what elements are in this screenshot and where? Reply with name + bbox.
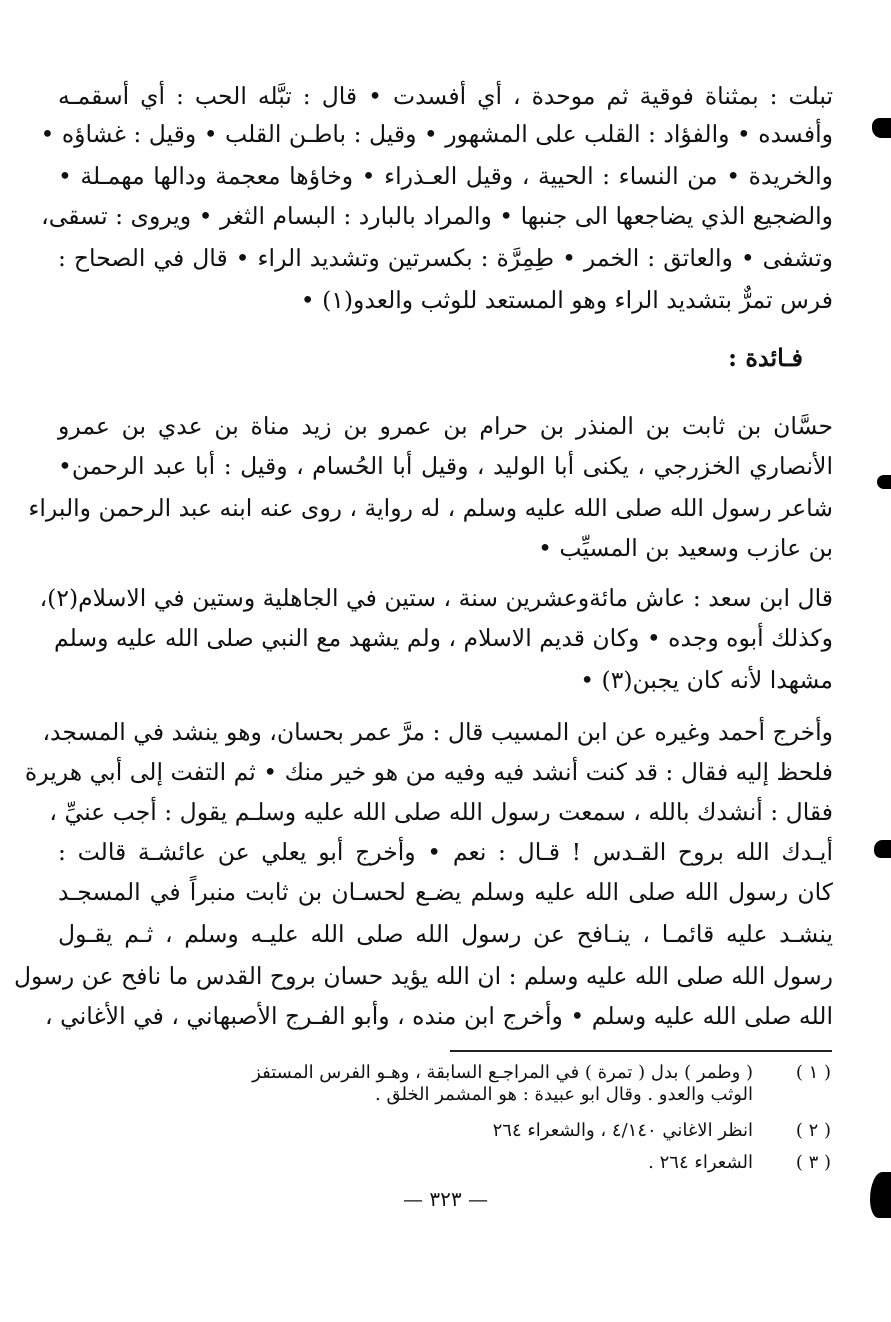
footnote-3 — [51, 1152, 831, 1174]
text-line: والضجيع الذي يضاجعها الى جنبها • والمراد بالبارد : البسام الثغر • ويروى : تسقى، — [41, 202, 833, 230]
footnote-divider — [450, 1050, 832, 1052]
text-line: قال ابن سعد : عاش مائةوعشرين سنة ، ستين في الجاهلية وستين في الاسلام(٢)، — [39, 584, 833, 612]
text-line: مشهدا لأنه كان يجبن(٣) • — [580, 666, 833, 694]
text-line: شاعر رسول الله صلى الله عليه وسلم ، له رواية ، روى عنه ابنه عبد الرحمن والبراء — [28, 494, 833, 522]
text-line: بن عازب وسعيد بن المسيِّب • — [538, 534, 833, 562]
text-line: وكذلك أبوه وجده • وكان قديم الاسلام ، ولم يشهد مع النبي صلى الله عليه وسلم — [54, 624, 833, 652]
footnote-1-continuation: الوثب والعدو . وقال ابو عبيدة : هو المشمر الخلق . — [375, 1084, 753, 1105]
text-line: ينشـد عليه قائمـا ، ينـافح عن رسول الله صلى الله عليـه وسلم ، ثـم يقـول — [58, 920, 833, 948]
text-line: تبلت : بمثناة فوقية ثم موحدة ، أي أفسدت • قال : تبَّله الحب : أي أسقمـه — [58, 82, 833, 110]
page-number: — ٣٢٣ — — [403, 1187, 488, 1211]
section-heading: فـائدة : — [728, 343, 803, 372]
text-line: وأفسده • والفؤاد : القلب على المشهور • وقيل : باطـن القلب • وقيل : غشاؤه • — [40, 120, 833, 148]
footnote-1 — [51, 1062, 831, 1084]
text-line: والخريدة • من النساء : الحيية ، وقيل العـذراء • وخاؤها معجمة ودالها مهمـلة • — [58, 162, 833, 190]
footnote-number: ( ٣ ) — [795, 1152, 831, 1173]
text-line: فرس تمرٌّ بتشديد الراء وهو المستعد للوثب والعدو(١) • — [300, 286, 833, 314]
footnote-text: انظر الاغاني ٤/١٤٠ ، والشعراء ٢٦٤ — [492, 1120, 753, 1141]
footnote-text: ( وطمر ) بدل ( تمرة ) في المراجـع السابقة ، وهـو الفرس المستفز — [252, 1062, 753, 1083]
scan-blot — [877, 475, 891, 489]
scan-blot — [872, 118, 891, 138]
text-line: رسول الله صلى الله عليه وسلم : ان الله يؤيد حسان بروح القدس ما نافح عن رسول — [13, 962, 833, 990]
text-line: أيـدك الله بروح القـدس ! قـال : نعم • وأخرج أبو يعلي عن عائشـة قالت : — [58, 838, 833, 866]
text-line: فلحظ إليه فقال : قد كنت أنشد فيه وفيه من هو خير منك • ثم التفت إلى أبي هريرة — [24, 758, 833, 786]
text-line: وأخرج أحمد وغيره عن ابن المسيب قال : مرَّ عمر بحسان، وهو ينشد في المسجد، — [42, 718, 833, 746]
footnote-number: ( ١ ) — [795, 1062, 831, 1083]
text-line: حسَّان بن ثابت بن المنذر بن حرام بن عمرو بن زيد مناة بن عدي بن عمرو — [58, 412, 834, 440]
text-line: كان رسول الله صلى الله عليه وسلم يضـع لحسـان بن ثابت منبراً في المسجـد — [58, 878, 833, 906]
footnote-text: الشعراء ٢٦٤ . — [648, 1152, 753, 1173]
text-line: وتشفى • والعاتق : الخمر • طِمِرَّة : بكسرتين وتشديد الراء • قال في الصحاح : — [58, 244, 833, 272]
scan-blot — [874, 840, 891, 858]
text-line: الأنصاري الخزرجي ، يكنى أبا الوليد ، وقيل أبا الحُسام ، وقيل : أبا عبد الرحمن• — [58, 452, 833, 480]
footnote-number: ( ٢ ) — [795, 1120, 831, 1141]
footnote-2 — [51, 1120, 831, 1142]
text-line: فقال : أنشدك بالله ، سمعت رسول الله صلى الله عليه وسلـم يقول : أجب عنيِّ ، — [49, 798, 833, 826]
scan-blot — [870, 1172, 891, 1218]
text-line: الله صلى الله عليه وسلم • وأخرج ابن منده ، وأبو الفـرج الأصبهاني ، في الأغاني ، — [45, 1002, 833, 1030]
